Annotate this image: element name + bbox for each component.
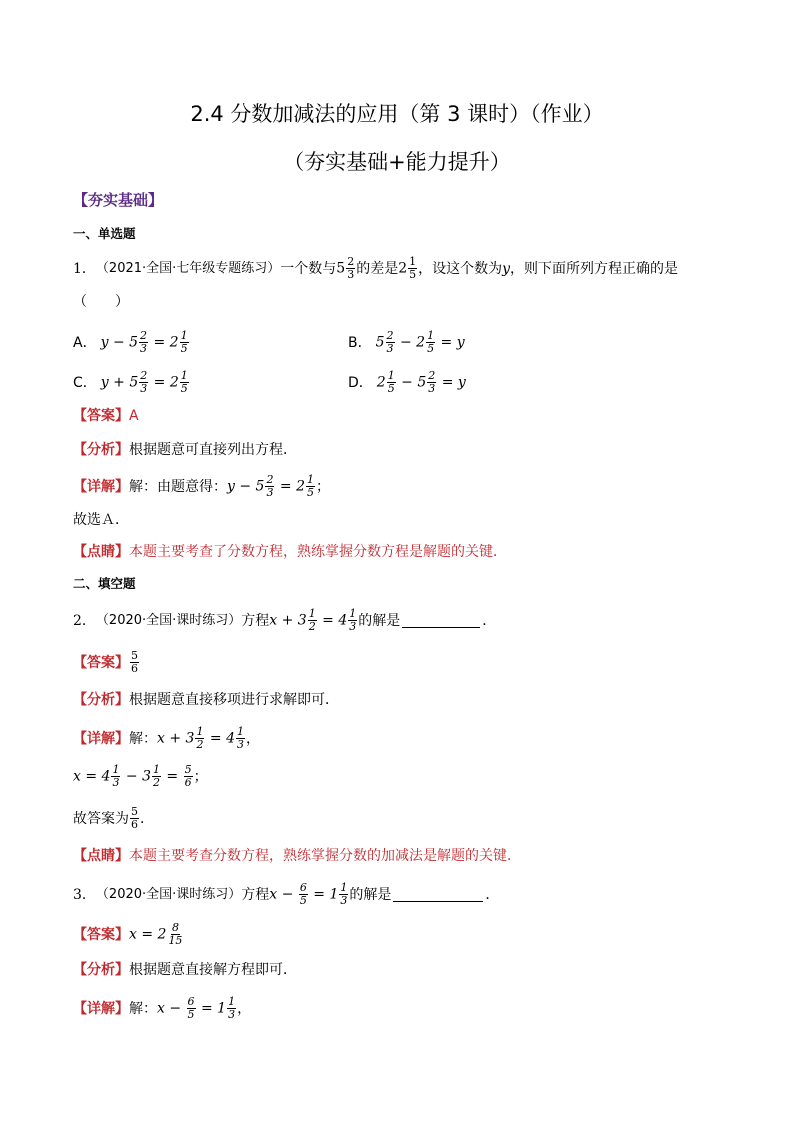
- mixed-number: 5 $\frac{2}{3}$: [336, 255, 355, 281]
- q1-stem: 1． （2021·全国·七年级专题练习） 一个数与 5 $\frac{2}{3}$ 的差是 2 $\frac{1}{5}$ ，设这个数为 y ，则下面所列方程正确的是: [73, 255, 679, 281]
- q3-detail: 【详解】 解： x − $\frac{6}{5}$ = 1 $\frac{1}{3}$ ，: [73, 995, 252, 1021]
- q1-conclusion: 故选Ａ．: [73, 512, 129, 528]
- q2-conclusion: 故答案为 $\frac{5}{6}$ ．: [73, 805, 154, 831]
- q1-analysis: 【分析】 根据题意可直接列出方程．: [73, 442, 297, 458]
- page-title: 2.4 分数加减法的应用（第 3 课时）（作业）: [190, 102, 604, 126]
- q2-detail: 【详解】 解： x + 3 $\frac{1}{2}$ = 4 $\frac{1}{3}$ ，: [73, 725, 260, 751]
- heading-fill-blank: 二、填空题: [73, 576, 136, 591]
- answer-blank[interactable]: [393, 887, 483, 902]
- q3-answer: 【答案】 x = 2 $\frac{8}{15}$: [73, 921, 183, 947]
- q3-equation: x − $\frac{6}{5}$ = 1 $\frac{1}{3}$: [269, 881, 348, 907]
- q1-comment: 【点睛】 本题主要考查了分数方程，熟练掌握分数方程是解题的关键．: [73, 544, 507, 560]
- detail-formula: y − 5 $\frac{2}{3}$ = 2 $\frac{1}{5}$: [227, 473, 314, 499]
- q1-option-b: B． 5 $\frac{2}{3}$ − 2 $\frac{1}{5}$ = y: [348, 329, 465, 355]
- detail-step-formula: x = 4 $\frac{1}{3}$ − 3 $\frac{1}{2}$ = $\frac{5}{6}$: [73, 763, 192, 789]
- conclusion-fraction: $\frac{5}{6}$: [131, 805, 138, 831]
- q1-answer: 【答案】 A: [73, 408, 139, 424]
- detail-formula: x − $\frac{6}{5}$ = 1 $\frac{1}{3}$: [157, 995, 236, 1021]
- page-subtitle: （夯实基础+能力提升）: [283, 150, 511, 174]
- q2-answer: 【答案】 $\frac{5}{6}$: [73, 649, 138, 675]
- q2-comment: 【点睛】 本题主要考查分数方程，熟练掌握分数的加减法是解题的关键．: [73, 848, 521, 864]
- option-b-formula: 5 $\frac{2}{3}$ − 2 $\frac{1}{5}$ = y: [375, 329, 465, 355]
- q3-analysis: 【分析】 根据题意直接解方程即可．: [73, 962, 297, 978]
- q3-stem: 3． （2020·全国·课时练习） 方程 x − $\frac{6}{5}$ = 1 $\frac{1}{3}$ 的解是 ．: [73, 881, 500, 907]
- q2-analysis: 【分析】 根据题意直接移项进行求解即可．: [73, 692, 339, 708]
- detail-formula: x + 3 $\frac{1}{2}$ = 4 $\frac{1}{3}$: [157, 725, 244, 751]
- q1-detail: 【详解】 解：由题意得： y − 5 $\frac{2}{3}$ = 2 $\frac{1}{5}$ ；: [73, 473, 330, 499]
- heading-single-choice: 一、单选题: [73, 226, 136, 241]
- mixed-number: 2 $\frac{1}{5}$: [398, 255, 417, 281]
- option-a-formula: y − 5 $\frac{2}{3}$ = 2 $\frac{1}{5}$: [100, 329, 188, 355]
- answer-blank[interactable]: [402, 613, 480, 628]
- option-d-formula: 2 $\frac{1}{5}$ − 5 $\frac{2}{3}$ = y: [376, 369, 466, 395]
- q2-stem: 2． （2020·全国·课时练习） 方程 x + 3 $\frac{1}{2}$ = 4 $\frac{1}{3}$ 的解是 ．: [73, 607, 497, 633]
- q1-option-c: C． y + 5 $\frac{2}{3}$ = 2 $\frac{1}{5}$: [73, 369, 188, 395]
- section-tag: 【夯实基础】: [73, 191, 164, 209]
- answer-formula: x = 2 $\frac{8}{15}$: [129, 921, 183, 947]
- option-c-formula: y + 5 $\frac{2}{3}$ = 2 $\frac{1}{5}$: [100, 369, 188, 395]
- q1-paren: （ ）: [73, 294, 129, 310]
- q1-option-d: D． 2 $\frac{1}{5}$ − 5 $\frac{2}{3}$ = y: [348, 369, 466, 395]
- q2-equation: x + 3 $\frac{1}{2}$ = 4 $\frac{1}{3}$: [269, 607, 357, 633]
- q1-option-a: A． y − 5 $\frac{2}{3}$ = 2 $\frac{1}{5}$: [73, 329, 188, 355]
- q2-detail-step: x = 4 $\frac{1}{3}$ − 3 $\frac{1}{2}$ = $\frac{5}{6}$ ；: [73, 763, 208, 789]
- answer-fraction: $\frac{5}{6}$: [131, 649, 138, 675]
